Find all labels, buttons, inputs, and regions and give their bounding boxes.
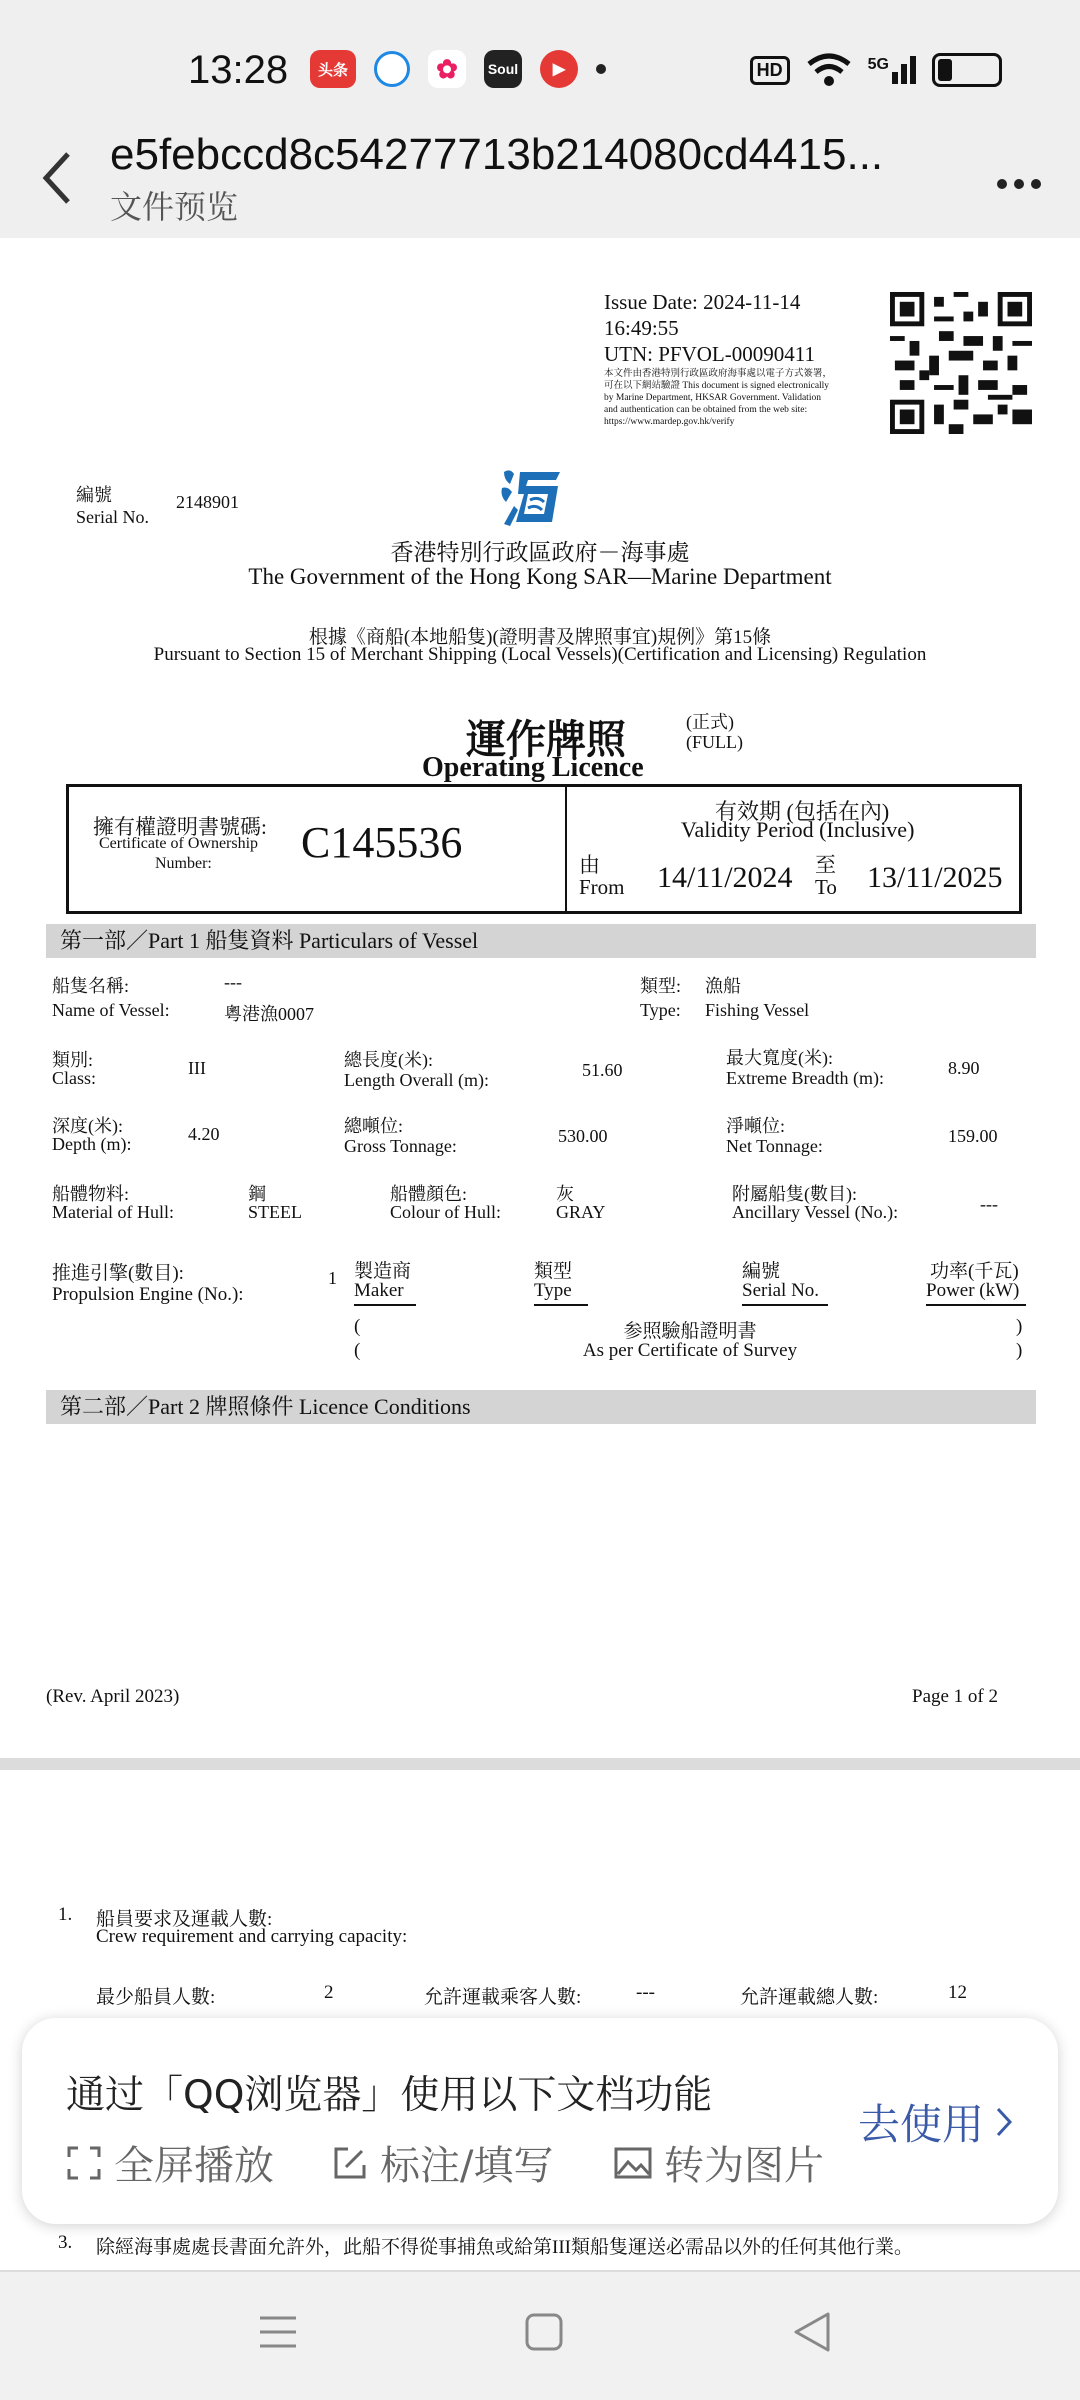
vessel-name-label-zh: 船隻名稱: bbox=[52, 976, 130, 996]
valid-from-date: 14/11/2024 bbox=[657, 861, 793, 894]
engine-type-label-en: Type bbox=[534, 1280, 588, 1306]
paren-close-1: ) bbox=[1016, 1316, 1023, 1337]
hull-colour-value-zh: 灰 bbox=[556, 1184, 574, 1204]
type-label-zh: 類型: bbox=[640, 976, 682, 996]
system-navigation-bar bbox=[0, 2272, 1080, 2400]
fullscreen-icon bbox=[66, 2145, 102, 2181]
engine-type-label-zh: 類型 bbox=[534, 1261, 573, 1282]
box-divider bbox=[565, 787, 567, 911]
type-value-en: Fishing Vessel bbox=[705, 1000, 810, 1020]
depth-value: 4.20 bbox=[188, 1124, 220, 1144]
breadth-label-en: Extreme Breadth (m): bbox=[726, 1068, 884, 1088]
wifi-icon bbox=[806, 52, 852, 88]
utn-number: UTN: PFVOL-00090411 bbox=[604, 342, 815, 366]
hull-material-label-zh: 船體物料: bbox=[52, 1184, 130, 1204]
promo-headline: 通过「QQ浏览器」使用以下文档功能 bbox=[66, 2073, 713, 2118]
serial-label: 編號 Serial No. bbox=[76, 485, 149, 527]
back-nav-button[interactable] bbox=[792, 2310, 832, 2354]
government-name-en: The Government of the Hong Kong SAR—Marine Department bbox=[248, 564, 832, 589]
part-1-header: 第一部／Part 1 船隻資料 Particulars of Vessel bbox=[46, 924, 1036, 958]
min-crew-value: 2 bbox=[324, 1982, 334, 2003]
video-app-icon: ▶ bbox=[540, 50, 578, 88]
hull-material-value-en: STEEL bbox=[248, 1202, 302, 1222]
length-label-zh: 總長度(米): bbox=[344, 1050, 433, 1070]
passengers-value: --- bbox=[636, 1982, 655, 2003]
signature-note: 本文件由香港特別行政區政府海事處以電子方式簽署， 可在以下網站驗證 This document is signed electronically by Marine Department, HKSAR Government. Validation and authentication can be obtained from the web site: https://www.mardep.gov.hk/verify bbox=[604, 369, 833, 427]
flower-app-icon: ✿ bbox=[428, 50, 466, 88]
system-icons bbox=[750, 52, 1002, 88]
vessel-name-label-en: Name of Vessel: bbox=[52, 1000, 170, 1020]
length-value: 51.60 bbox=[582, 1060, 623, 1080]
engine-count: 1 bbox=[328, 1268, 337, 1288]
to-label-en: To bbox=[815, 875, 837, 899]
breadth-value: 8.90 bbox=[948, 1058, 980, 1078]
net-tonnage-label-en: Net Tonnage: bbox=[726, 1136, 823, 1156]
item-1-title-zh: 船員要求及運載人數: bbox=[96, 1909, 273, 1930]
certificate-label-zh: 擁有權證明書號碼: bbox=[93, 815, 267, 839]
paren-close-2: ) bbox=[1016, 1340, 1023, 1361]
item-3-number: 3. bbox=[58, 2232, 73, 2253]
licence-type-zh: (正式) bbox=[686, 712, 734, 732]
annotate-action[interactable]: 标注/填写 bbox=[332, 2134, 553, 2191]
from-label-en: From bbox=[579, 875, 625, 899]
licence-summary-box bbox=[66, 784, 1022, 914]
issue-date: Issue Date: 2024-11-14 bbox=[604, 290, 801, 314]
revision-note: (Rev. April 2023) bbox=[46, 1686, 180, 1707]
qr-code[interactable] bbox=[890, 292, 1032, 434]
licence-title-en: Operating Licence bbox=[422, 752, 644, 783]
vessel-name-value: 粵港漁0007 bbox=[224, 1004, 314, 1024]
menu-nav-button[interactable] bbox=[258, 2312, 298, 2352]
qq-browser-promo-banner[interactable] bbox=[22, 2018, 1058, 2224]
document-page-1[interactable] bbox=[0, 238, 1080, 1758]
from-label-zh: 由 bbox=[579, 853, 600, 877]
item-1-title-en: Crew requirement and carrying capacity: bbox=[96, 1926, 408, 1947]
file-title: e5febccd8c54277713b214080cd4415... bbox=[110, 130, 884, 179]
hull-material-value-zh: 鋼 bbox=[248, 1184, 266, 1204]
depth-label-zh: 深度(米): bbox=[52, 1116, 123, 1136]
gross-tonnage-label-en: Gross Tonnage: bbox=[344, 1136, 457, 1156]
type-label-en: Type: bbox=[640, 1000, 681, 1020]
to-label-zh: 至 bbox=[815, 853, 836, 877]
engine-serial-label-en: Serial No. bbox=[742, 1280, 828, 1306]
maker-label-zh: 製造商 bbox=[354, 1261, 412, 1282]
engine-label-en: Propulsion Engine (No.): bbox=[52, 1284, 244, 1305]
signal-icon: 5G bbox=[868, 56, 916, 84]
hd-icon: HD bbox=[750, 56, 790, 85]
regulation-zh: 根據《商船(本地船隻)(證明書及牌照事宜)規例》第15條 bbox=[308, 627, 772, 648]
part-2-header: 第二部／Part 2 牌照條件 Licence Conditions bbox=[46, 1390, 1036, 1424]
engine-label-zh: 推進引擎(數目): bbox=[52, 1263, 184, 1284]
validity-label-zh: 有效期 (包括在內) bbox=[715, 799, 890, 824]
battery-icon bbox=[932, 53, 1002, 87]
breadth-label-zh: 最大寬度(米): bbox=[726, 1048, 833, 1068]
ancillary-label-en: Ancillary Vessel (No.): bbox=[732, 1202, 899, 1222]
fullscreen-action[interactable]: 全屏播放 bbox=[66, 2134, 274, 2191]
file-subtitle: 文件预览 bbox=[110, 188, 239, 226]
home-nav-button[interactable] bbox=[524, 2312, 564, 2352]
to-image-action[interactable]: 转为图片 bbox=[614, 2134, 824, 2191]
hull-colour-value-en: GRAY bbox=[556, 1202, 606, 1222]
certificate-label-en-2: Number: bbox=[155, 855, 212, 872]
page-number: Page 1 of 2 bbox=[912, 1686, 999, 1707]
government-name-zh: 香港特別行政區政府－海事處 bbox=[390, 540, 690, 565]
total-persons-label: 允許運載總人數: bbox=[740, 1987, 879, 2008]
net-tonnage-value: 159.00 bbox=[948, 1126, 998, 1146]
more-options-button[interactable] bbox=[994, 142, 1044, 215]
engine-serial-label-zh: 編號 bbox=[742, 1261, 781, 1282]
gross-tonnage-label-zh: 總噸位: bbox=[344, 1116, 404, 1136]
gross-tonnage-value: 530.00 bbox=[558, 1126, 608, 1146]
min-crew-label: 最少船員人數: bbox=[96, 1987, 216, 2008]
back-button[interactable] bbox=[38, 148, 78, 221]
more-dots-icon bbox=[994, 142, 1044, 202]
chevron-left-icon bbox=[38, 148, 78, 208]
serial-number: 2148901 bbox=[176, 492, 239, 512]
survey-note-en: As per Certificate of Survey bbox=[582, 1340, 798, 1361]
type-value-zh: 漁船 bbox=[705, 976, 741, 996]
issue-time: 16:49:55 bbox=[604, 316, 679, 340]
vessel-name-zh-value: --- bbox=[224, 972, 242, 992]
licence-title-zh: 運作牌照 bbox=[466, 717, 626, 763]
licence-type-en: (FULL) bbox=[686, 732, 743, 752]
edit-icon bbox=[332, 2145, 368, 2181]
class-label-en: Class: bbox=[52, 1068, 97, 1088]
marine-department-emblem bbox=[498, 466, 564, 528]
image-icon bbox=[614, 2146, 652, 2180]
item-3-text-zh: 除經海事處處長書面允許外，此船不得從事捕魚或給第III類船隻運送必需品以外的任何其他行業。 bbox=[96, 2237, 913, 2258]
ancillary-value: --- bbox=[980, 1194, 998, 1214]
power-label-zh: 功率(千瓦) bbox=[930, 1261, 1019, 1282]
status-time: 13:28 bbox=[188, 48, 289, 92]
hull-material-label-en: Material of Hull: bbox=[52, 1202, 174, 1222]
hull-colour-label-zh: 船體顏色: bbox=[390, 1184, 468, 1204]
paren-open-1: ( bbox=[354, 1316, 361, 1337]
validity-label-en: Validity Period (Inclusive) bbox=[681, 817, 915, 842]
passengers-label: 允許運載乘客人數: bbox=[424, 1987, 582, 2008]
certificate-number: C145536 bbox=[301, 818, 463, 867]
browser-icon bbox=[374, 51, 410, 87]
valid-to-date: 13/11/2025 bbox=[867, 861, 1003, 894]
net-tonnage-label-zh: 淨噸位: bbox=[726, 1116, 786, 1136]
survey-note-zh: 参照驗船證明書 bbox=[623, 1321, 757, 1342]
ancillary-label-zh: 附屬船隻(數目): bbox=[732, 1184, 857, 1204]
certificate-label-en: Certificate of Ownership bbox=[99, 835, 259, 852]
toutiao-icon: 头条 bbox=[310, 50, 356, 88]
notification-icons bbox=[310, 50, 606, 88]
length-label-en: Length Overall (m): bbox=[344, 1070, 489, 1090]
more-notifications-dot bbox=[596, 64, 606, 74]
status-bar bbox=[0, 0, 1080, 130]
go-use-button[interactable]: 去使用 bbox=[858, 2092, 1014, 2152]
power-label-en: Power (kW) bbox=[926, 1280, 1026, 1306]
item-1-number: 1. bbox=[58, 1904, 73, 1925]
class-label-zh: 類別: bbox=[52, 1050, 94, 1070]
depth-label-en: Depth (m): bbox=[52, 1134, 132, 1154]
total-persons-value: 12 bbox=[948, 1982, 967, 2003]
maker-label-en: Maker bbox=[354, 1280, 416, 1306]
class-value: III bbox=[188, 1058, 206, 1078]
hull-colour-label-en: Colour of Hull: bbox=[390, 1202, 501, 1222]
regulation-en: Pursuant to Section 15 of Merchant Shipping (Local Vessels)(Certification and Licensing) Regulation bbox=[153, 644, 927, 665]
chevron-right-icon bbox=[994, 2105, 1014, 2139]
soul-app-icon: Soul bbox=[484, 50, 522, 88]
app-bar bbox=[0, 130, 1080, 238]
paren-open-2: ( bbox=[354, 1340, 361, 1361]
